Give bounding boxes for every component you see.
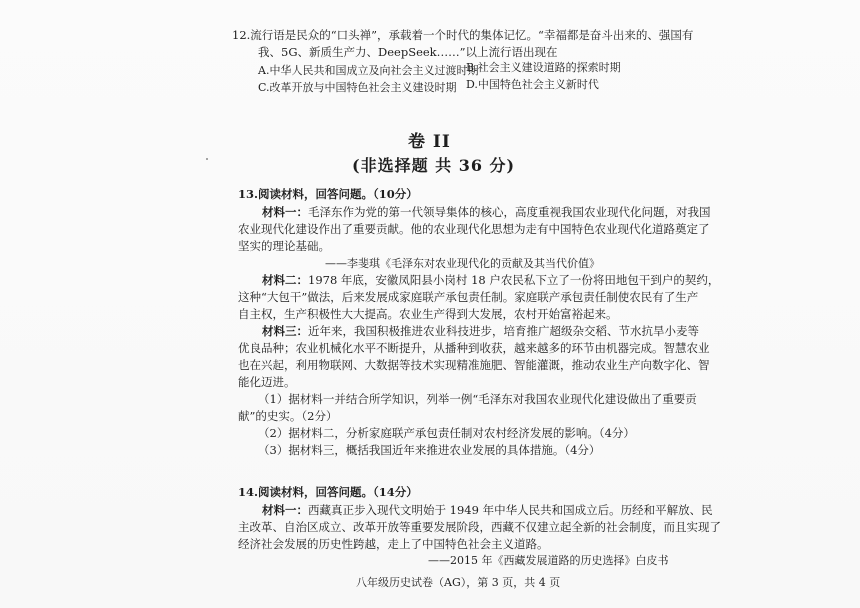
q13-material2-line1: 材料二：1978 年底，安徽凤阳县小岗村 18 户农民私下立了一份将田地包干到户的契约， [262, 273, 720, 287]
q14-material1-line3: 经济社会发展的历史性跨越，走上了中国特色社会主义道路。 [238, 537, 549, 551]
q12-stem-line2: 我、5G、新质生产力、DeepSeek……”以上流行语出现在 [258, 45, 558, 59]
q12-option-b: B.社会主义建设道路的探索时期 [466, 61, 621, 74]
scan-speck [206, 158, 208, 160]
q13-material2-label: 材料二： [262, 273, 308, 287]
q14-material1-label: 材料一： [262, 503, 308, 517]
q14-header: 14.阅读材料，回答问题。（14分） [238, 485, 418, 499]
section-subtitle: (非选择题 共 36 分) [352, 156, 516, 175]
q13-subquestion2: （2）据材料二，分析家庭联产承包责任制对农村经济发展的影响。（4分） [258, 426, 635, 440]
q12-option-a: A.中华人民共和国成立及向社会主义过渡时期 [258, 64, 479, 77]
q13-material3-line2: 优良品种；农业机械化水平不断提升，从播种到收获，越来越多的环节由机器完成。智慧农业 [238, 341, 710, 355]
q14-material1-line1: 材料一：西藏真正步入现代文明始于 1949 年中华人民共和国成立后。历经和平解放、民 [262, 503, 713, 517]
q13-material1-line1: 材料一：毛泽东作为党的第一代领导集体的核心，高度重视我国农业现代化问题，对我国 [262, 205, 711, 219]
q13-material1-line2: 农业现代化建设作出了重要贡献。他的农业现代化思想为走有中国特色农业现代化道路奠定了 [238, 222, 710, 236]
q13-material2-line3: 自主权，生产积极性大大提高。农业生产得到大发展，农村开始富裕起来。 [238, 307, 618, 321]
q12-stem-line1: 12.流行语是民众的“口头禅”，承载着一个时代的集体记忆。“幸福都是奋斗出来的、强国有 [232, 28, 694, 42]
q13-header: 13.阅读材料，回答问题。（10分） [238, 187, 418, 201]
q13-material1-line3: 坚实的理论基础。 [238, 239, 330, 253]
q13-material3-line1: 材料三：近年来，我国积极推进农业科技进步，培育推广超级杂交稻、节水抗旱小麦等 [262, 324, 699, 338]
q13-material1-source: ——李斐琪《毛泽东对农业现代化的贡献及其当代价值》 [325, 257, 600, 270]
q12-option-d: D.中国特色社会主义新时代 [466, 78, 599, 91]
q13-material2-line2: 这种“大包干”做法，后来发展成家庭联产承包责任制。家庭联产承包责任制使农民有了生产 [238, 290, 699, 304]
q12-option-c: C.改革开放与中国特色社会主义建设时期 [258, 81, 457, 94]
page-footer: 八年级历史试卷（AG），第 3 页，共 4 页 [356, 576, 561, 589]
q13-subquestion1-line1: （1）据材料一并结合所学知识，列举一例“毛泽东对我国农业现代化建设做出了重要贡 [258, 392, 697, 406]
q13-material1-label: 材料一： [262, 205, 308, 219]
q13-subquestion1-line2: 献”的史实。（2分） [238, 409, 338, 423]
q13-material3-label: 材料三： [262, 324, 308, 338]
q14-material1-line2: 主改革、自治区成立、改革开放等重要发展阶段，西藏不仅建立起全新的社会制度，而且实现了 [238, 520, 721, 534]
q14-material1-source: ——2015 年《西藏发展道路的历史选择》白皮书 [428, 554, 669, 567]
q13-material3-line3: 也在兴起，利用物联网、大数据等技术实现精准施肥、智能灌溉，推动农业生产向数字化、智 [238, 358, 710, 372]
section-title: 卷 II [408, 132, 451, 152]
q13-subquestion3: （3）据材料三，概括我国近年来推进农业发展的具体措施。（4分） [258, 443, 601, 457]
q13-material3-line4: 能化迈进。 [238, 375, 296, 389]
